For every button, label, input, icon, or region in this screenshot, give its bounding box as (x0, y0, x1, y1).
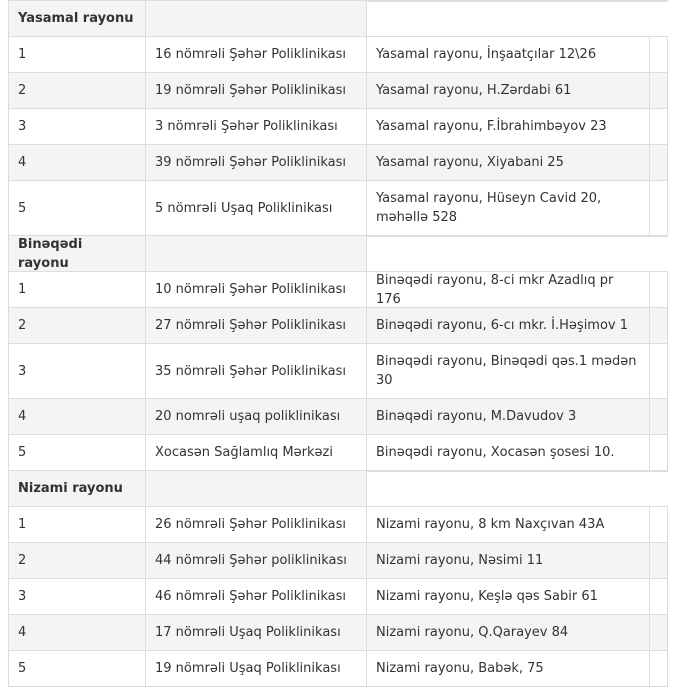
clinic-address: Yasamal rayonu, H.Zərdabi 61 (367, 73, 650, 109)
clinic-name: 19 nömrəli Uşaq Poliklinikası (146, 651, 367, 687)
table-row (8, 37, 667, 73)
extra-cell (650, 579, 668, 615)
row-number: 5 (9, 181, 146, 236)
row-number: 2 (9, 543, 146, 579)
clinic-name: 26 nömrəli Şəhər Poliklinikası (146, 507, 367, 543)
extra-cell (650, 181, 668, 236)
polyclinics-table (8, 0, 667, 687)
clinic-name: 17 nömrəli Uşaq Poliklinikası (146, 615, 367, 651)
clinic-address: Nizami rayonu, Babək, 75 (367, 651, 650, 687)
clinic-address: Yasamal rayonu, F.İbrahimbəyov 23 (367, 109, 650, 145)
clinic-address: Yasamal rayonu, Hüseyn Cavid 20, məhəllə 528 (367, 181, 650, 236)
clinic-name: 3 nömrəli Şəhər Poliklinikası (146, 109, 367, 145)
clinic-name: 44 nömrəli Şəhər poliklinikası (146, 543, 367, 579)
row-number: 1 (9, 37, 146, 73)
clinic-address: Binəqədi rayonu, Binəqədi qəs.1 mədən 30 (367, 344, 650, 399)
row-number: 3 (9, 579, 146, 615)
row-number: 4 (9, 145, 146, 181)
extra-cell (650, 435, 668, 471)
table-row (8, 507, 667, 543)
clinic-address: Binəqədi rayonu, Xocasən şosesi 10. (367, 435, 650, 471)
table-row (8, 615, 667, 651)
district-heading: Nizami rayonu (9, 471, 146, 507)
row-number: 4 (9, 615, 146, 651)
table-row (8, 579, 667, 615)
extra-cell (650, 145, 668, 181)
row-number: 1 (9, 507, 146, 543)
table-row (8, 308, 667, 344)
table-row (8, 435, 667, 471)
table-row (8, 344, 667, 399)
clinic-name: 39 nömrəli Şəhər Poliklinikası (146, 145, 367, 181)
row-number: 5 (9, 435, 146, 471)
clinic-address: Yasamal rayonu, İnşaatçılar 12\26 (367, 37, 650, 73)
table-row (8, 651, 667, 687)
extra-cell (650, 109, 668, 145)
row-number: 2 (9, 308, 146, 344)
clinic-address: Binəqədi rayonu, 8-ci mkr Azadlıq pr 176 (367, 272, 650, 308)
clinic-name: 19 nömrəli Şəhər Poliklinikası (146, 73, 367, 109)
clinic-address: Nizami rayonu, Nəsimi 11 (367, 543, 650, 579)
row-number: 3 (9, 344, 146, 399)
extra-cell (650, 308, 668, 344)
extra-cell (650, 507, 668, 543)
row-number: 3 (9, 109, 146, 145)
clinic-address: Binəqədi rayonu, 6-cı mkr. İ.Həşimov 1 (367, 308, 650, 344)
clinic-name: 16 nömrəli Şəhər Poliklinikası (146, 37, 367, 73)
district-heading: Binəqədi rayonu (9, 236, 146, 272)
table-row (8, 543, 667, 579)
extra-cell (650, 37, 668, 73)
table-row (8, 109, 667, 145)
header-blank (367, 471, 668, 507)
section-header (8, 236, 667, 272)
extra-cell (650, 543, 668, 579)
row-number: 2 (9, 73, 146, 109)
section-header (8, 0, 667, 37)
table-row (8, 272, 667, 308)
row-number: 4 (9, 399, 146, 435)
clinic-name: 35 nömrəli Şəhər Poliklinikası (146, 344, 367, 399)
extra-cell (650, 344, 668, 399)
section-header (8, 471, 667, 507)
table-row (8, 181, 667, 236)
clinic-name: 5 nömrəli Uşaq Poliklinikası (146, 181, 367, 236)
clinic-address: Nizami rayonu, Q.Qarayev 84 (367, 615, 650, 651)
clinic-address: Binəqədi rayonu, M.Davudov 3 (367, 399, 650, 435)
extra-cell (650, 615, 668, 651)
clinic-name: 20 nomrəli uşaq poliklinikası (146, 399, 367, 435)
clinic-name: 46 nömrəli Şəhər Poliklinikası (146, 579, 367, 615)
row-number: 5 (9, 651, 146, 687)
header-empty-cell (146, 1, 367, 37)
extra-cell (650, 399, 668, 435)
clinic-address: Nizami rayonu, Keşlə qəs Sabir 61 (367, 579, 650, 615)
extra-cell (650, 651, 668, 687)
district-heading: Yasamal rayonu (9, 1, 146, 37)
header-empty-cell (146, 236, 367, 272)
clinic-name: 10 nömrəli Şəhər Poliklinikası (146, 272, 367, 308)
header-empty-cell (146, 471, 367, 507)
clinic-name: Xocasən Sağlamlıq Mərkəzi (146, 435, 367, 471)
clinic-name: 27 nömrəli Şəhər Poliklinikası (146, 308, 367, 344)
clinic-address: Yasamal rayonu, Xiyabani 25 (367, 145, 650, 181)
table-row (8, 73, 667, 109)
clinic-address: Nizami rayonu, 8 km Naxçıvan 43A (367, 507, 650, 543)
table-row (8, 399, 667, 435)
row-number: 1 (9, 272, 146, 308)
header-blank (367, 236, 668, 272)
extra-cell (650, 272, 668, 308)
table-row (8, 145, 667, 181)
header-blank (367, 1, 668, 37)
extra-cell (650, 73, 668, 109)
